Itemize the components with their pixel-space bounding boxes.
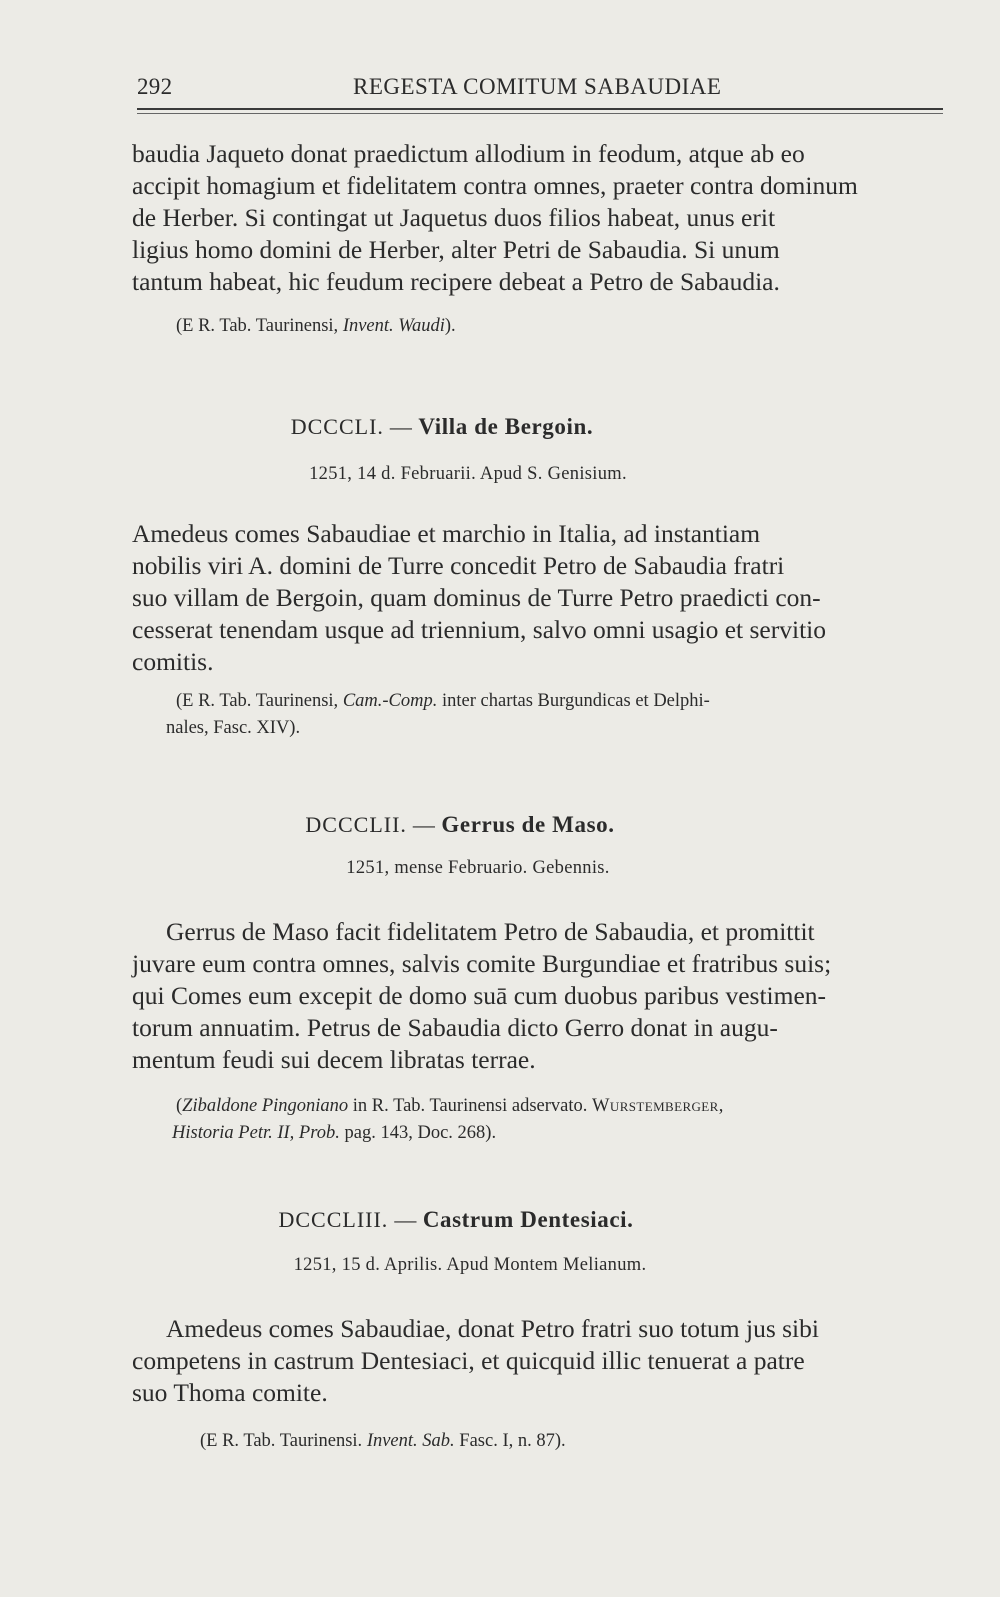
text-line: mentum feudi sui decem libratas terrae. (132, 1045, 536, 1074)
text-line: de Herber. Si contingat ut Jaquetus duos filios habeat, unus erit (132, 203, 776, 232)
text-line: comitis. (132, 647, 214, 676)
heading-dash: — (394, 1207, 417, 1232)
entry-text (132, 518, 944, 678)
entry-text (132, 1313, 944, 1409)
text-line: Amedeus comes Sabaudiae et marchio in Italia, ad instantiam (132, 519, 761, 548)
page-number: 292 (137, 74, 173, 99)
text-line: accipit homagium et fidelitatem contra omnes, praeter contra dominum (132, 171, 858, 200)
entry-text (132, 916, 944, 1076)
text-line: suo Thoma comite. (132, 1378, 328, 1407)
entry-title: Gerrus de Maso. (441, 812, 615, 837)
text-line: Gerrus de Maso facit fidelitatem Petro de Sabaudia, et promittit (166, 917, 815, 946)
page-header (137, 74, 943, 104)
entry-number: DCCCLII. (305, 812, 407, 837)
source-citation: (E R. Tab. Taurinensi, Cam.-Comp. inter chartas Burgundicas et Delphi- nales, Fasc. XIV). (166, 691, 710, 738)
entry-number: DCCCLIII. (278, 1207, 389, 1232)
source-citation: (Zibaldone Pingoniano in R. Tab. Taurinensi adservato. Wurstemberger, Historia Petr. II, Prob. pag. 143, Doc. 268). (172, 1096, 724, 1143)
text-line: nobilis viri A. domini de Turre concedit Petro de Sabaudia fratri (132, 551, 785, 580)
heading-dash: — (389, 414, 413, 439)
text-line: ligius homo domini de Herber, alter Petri de Sabaudia. Si unum (132, 235, 780, 264)
header-rule (137, 108, 943, 110)
source-citation: (E R. Tab. Taurinensi, Invent. Waudi). (176, 316, 456, 336)
entry-title: Castrum Dentesiaci. (422, 1207, 634, 1232)
running-title: REGESTA COMITUM SABAUDIAE (353, 74, 722, 99)
source-citation: (E R. Tab. Taurinensi. Invent. Sab. Fasc. I, n. 87). (200, 1431, 566, 1451)
text-line: juvare eum contra omnes, salvis comite Burgundiae et fratribus suis; (132, 949, 832, 978)
entry-heading (0, 812, 960, 838)
entry-heading (0, 414, 942, 440)
header-rule-thin (137, 113, 943, 114)
text-line: cesserat tenendam usque ad triennium, salvo omni usagio et servitio (132, 615, 826, 644)
text-line: tantum habeat, hic feudum recipere debeat a Petro de Sabaudia. (132, 267, 780, 296)
text-line: baudia Jaqueto donat praedictum allodium in feodum, atque ab eo (132, 139, 805, 168)
entry-heading (0, 1207, 956, 1233)
entry-dateline: 1251, mense Februario. Gebennis. (346, 858, 610, 878)
text-line: qui Comes eum excepit de domo suā cum duobus paribus vestimen- (132, 981, 827, 1010)
citation-author: Wurstemberger, (592, 1096, 724, 1116)
entry-dateline: 1251, 15 d. Aprilis. Apud Montem Melianum. (293, 1255, 647, 1275)
heading-dash: — (412, 812, 436, 837)
text-line: competens in castrum Dentesiaci, et quicquid illic tenuerat a patre (132, 1346, 805, 1375)
text-line: suo villam de Bergoin, quam dominus de Turre Petro praedicti con- (132, 583, 821, 612)
entry-number: DCCCLI. (290, 414, 384, 439)
text-line: torum annuatim. Petrus de Sabaudia dicto Gerro donat in augu- (132, 1013, 778, 1042)
text-line: Amedeus comes Sabaudiae, donat Petro fratri suo totum jus sibi (166, 1314, 819, 1343)
entry-title: Villa de Bergoin. (418, 414, 594, 439)
entry-dateline: 1251, 14 d. Februarii. Apud S. Genisium. (309, 464, 627, 484)
entry-text-continued (132, 138, 944, 298)
